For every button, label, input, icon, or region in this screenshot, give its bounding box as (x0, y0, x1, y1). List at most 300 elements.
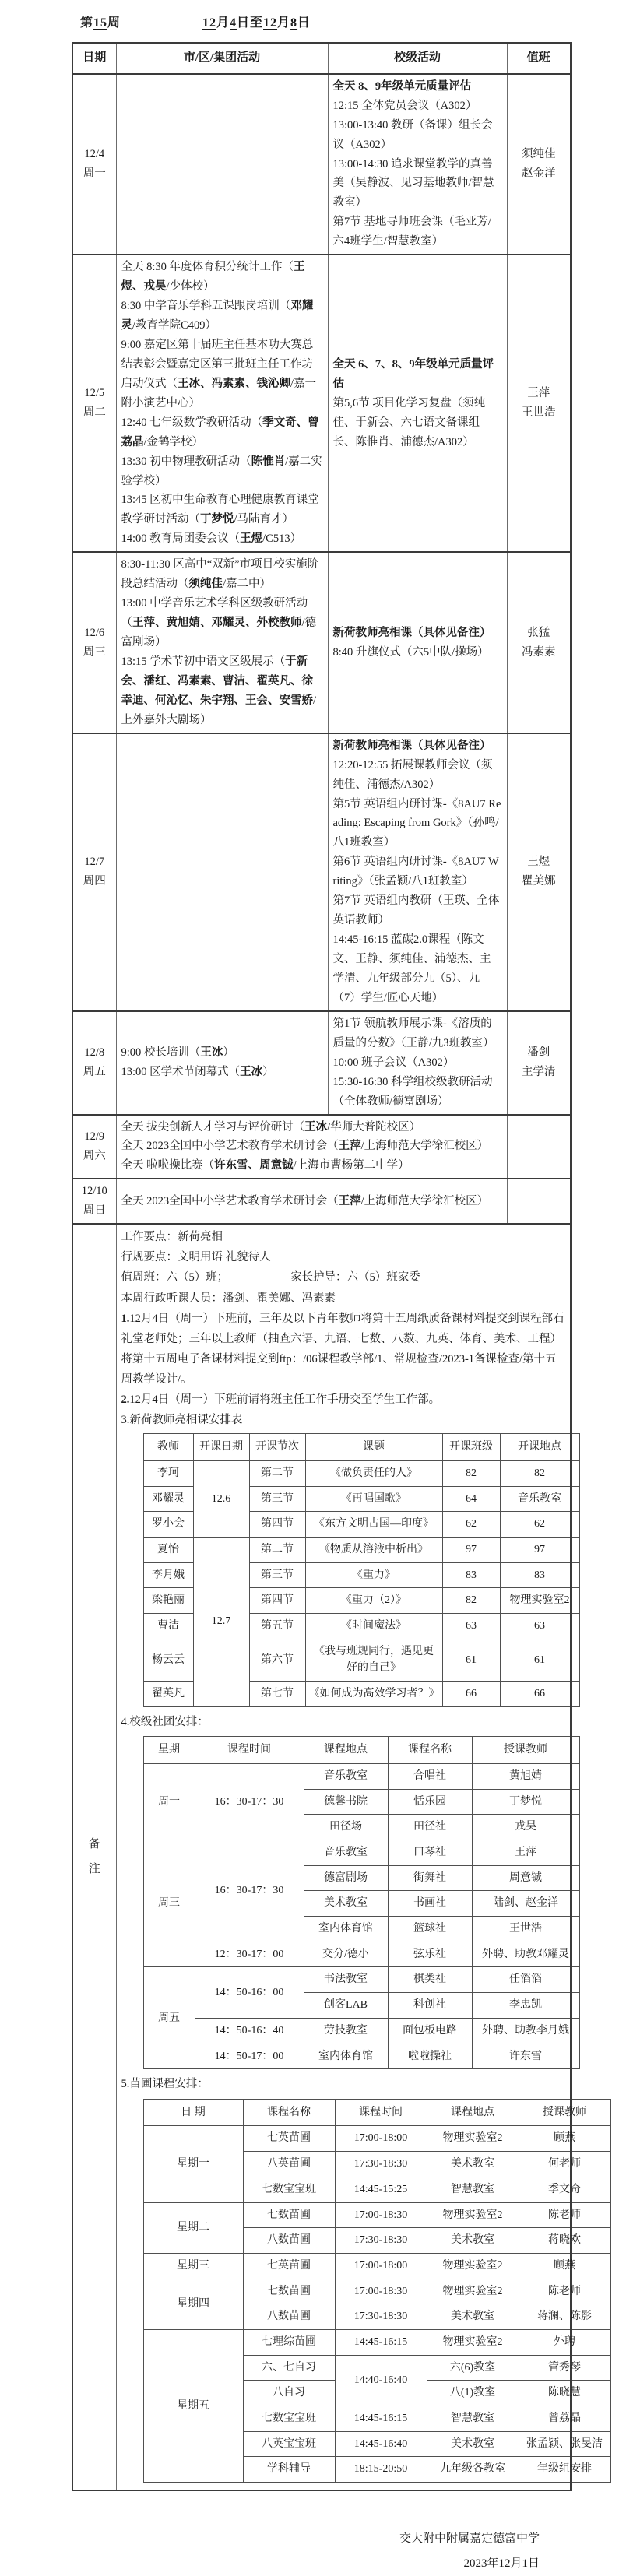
table-cell: 夏怡 (143, 1537, 193, 1562)
table-cell: 室内体育馆 (304, 2044, 388, 2069)
club-header: 课程时间 (195, 1737, 304, 1764)
activity-line: 第1节 领航教师展示课-《溶质的质量的分数》（王静/九3班教室） (332, 1017, 494, 1049)
weekday-value: 周一 (83, 167, 106, 181)
note-line: 工作要点：新荷亮相 (121, 1231, 223, 1244)
table-cell: 创客LAB (304, 1993, 388, 2019)
table-cell: 音乐教室 (500, 1486, 579, 1512)
table-cell: 八英苗圃 (243, 2152, 335, 2177)
table-cell: 音乐教室 (304, 1840, 388, 1866)
lecture-header-row (143, 1434, 579, 1461)
table-cell: 美术教室 (427, 2152, 519, 2177)
activity-line: 13:00-13:40 教研（备课）组长会议（A302） (332, 118, 493, 151)
table-cell: 16：30-17：30 (195, 1840, 304, 1942)
activity-line: 12:40 七年级数学教研活动（季文奇、曾荔晶/金鹤学校） (121, 416, 319, 448)
date-value: 12/4 (84, 148, 105, 161)
table-cell: 八数苗圃 (243, 2228, 335, 2254)
table-cell: 第四节 (249, 1588, 305, 1614)
date-value: 12/7 (84, 856, 105, 869)
table-cell: 智慧教室 (427, 2177, 519, 2202)
table-cell: 张孟颖、张旻洁 (519, 2431, 610, 2457)
header-duty: 值班 (507, 43, 571, 74)
activity-line: 全天 8:30 年度体育积分统计工作（王煜、戎昊/少体校） (121, 261, 305, 293)
table-cell: 物理实验室2 (427, 2253, 519, 2279)
table-cell: 六(6)教室 (427, 2355, 519, 2381)
table-cell: 14:45-16:15 (335, 2329, 427, 2355)
table-cell: 97 (500, 1537, 579, 1562)
schedule-day-row (72, 733, 571, 1011)
date-cell (72, 552, 116, 733)
table-row (143, 1763, 579, 1789)
footer-date: 2023年12月1日 (463, 2557, 540, 2570)
duty-name: 王萍 (527, 387, 550, 400)
activity-line: 12:20-12:55 拓展课教师会议（须纯佳、浦德杰/A302） (332, 758, 493, 791)
table-cell: 学科辅导 (243, 2457, 335, 2483)
table-cell: 九年级各教室 (427, 2457, 519, 2483)
table-row (143, 1460, 579, 1486)
table-row (143, 2018, 579, 2044)
table-cell: 星期一 (143, 2126, 243, 2202)
table-cell: 七数宝宝班 (243, 2406, 335, 2432)
table-cell: 第二节 (249, 1537, 305, 1562)
table-cell: 德馨书院 (304, 1789, 388, 1815)
activity-line: 第6节 英语组内研讨课-《8AU7 Writing》（张孟颖/八1班教室） (332, 856, 499, 888)
table-cell: 陈晓慧 (519, 2381, 610, 2406)
date-range: 12月4日至12月8日 (202, 16, 311, 30)
table-cell: 田径社 (388, 1815, 472, 1840)
school-activities-cell (328, 1011, 507, 1115)
table-cell: 《重力》 (305, 1562, 442, 1588)
club-header: 星期 (143, 1737, 195, 1764)
table-cell: 17:30-18:30 (335, 2152, 427, 2177)
table-cell: 李忠凯 (472, 1993, 579, 2019)
table-cell: 曹洁 (143, 1613, 193, 1639)
table-cell: 第二节 (249, 1460, 305, 1486)
table-row (143, 2126, 610, 2152)
duty-cell (507, 255, 571, 552)
table-cell: 《时间魔法》 (305, 1613, 442, 1639)
lecture-header: 课题 (305, 1434, 442, 1461)
table-cell: 啦啦操社 (388, 2044, 472, 2069)
table-cell: 管秀琴 (519, 2355, 610, 2381)
table-cell: 顾燕 (519, 2253, 610, 2279)
weekday-value: 周日 (83, 1204, 106, 1218)
weekday-value: 周五 (83, 1066, 106, 1079)
weekday-value: 周六 (83, 1149, 106, 1162)
table-cell: 第六节 (249, 1639, 305, 1681)
header-city-activities: 市/区/集团活动 (116, 43, 328, 74)
table-cell: 李月娥 (143, 1562, 193, 1588)
table-cell: 《再唱国歌》 (305, 1486, 442, 1512)
table-cell: 《如何成为高效学习者？》 (305, 1682, 442, 1707)
miaopu-header-row (143, 2099, 610, 2126)
table-cell: 63 (500, 1613, 579, 1639)
weekday-value: 周二 (83, 406, 106, 420)
table-cell: 任滔滔 (472, 1967, 579, 1993)
activity-line: 13:00 区学术节闭幕式（王冰） (121, 1066, 274, 1079)
table-cell: 八英宝宝班 (243, 2431, 335, 2457)
activity-line: 第5节 英语组内研讨课-《8AU7 Reading: Escaping from Gork》（孙鸣/八1班教室） (332, 797, 501, 849)
table-row (143, 1840, 579, 1866)
table-cell: 陆剑、赵金洋 (472, 1891, 579, 1917)
table-cell: 面包板电路 (388, 2018, 472, 2044)
duty-name: 王世浩 (522, 406, 556, 420)
table-cell: 王萍 (472, 1840, 579, 1866)
note-line: 1.12月4日（周一）下班前，三年及以下青年教师将第十五周纸质备课材料提交到课程部石礼堂老师处；三年以上教师（抽查六语、九语、七数、八数、九英、体育、美术、工程）将第十五周电子备课材料提交到ftp：/06课程教学部/1、常规检查/2023-1备课检查/第十五周教学设计/。 (121, 1312, 564, 1386)
miaopu-section-title: 5.苗圃课程安排： (121, 2078, 209, 2091)
table-cell: 14:45-15:25 (335, 2177, 427, 2202)
table-cell: 七数苗圃 (243, 2279, 335, 2304)
duty-cell (507, 733, 571, 1011)
schedule-day-row (72, 552, 571, 733)
school-activities-cell (328, 552, 507, 733)
date-value: 12/9 (84, 1130, 105, 1144)
table-cell: 83 (500, 1562, 579, 1588)
table-row (143, 2329, 610, 2355)
school-activities-cell (328, 733, 507, 1011)
table-cell: 《重力（2）》 (305, 1588, 442, 1614)
schedule-container (72, 42, 603, 2491)
table-cell: 田径场 (304, 1815, 388, 1840)
table-cell: 陈老师 (519, 2202, 610, 2228)
table-cell: 德富剧场 (304, 1865, 388, 1891)
table-cell: 17:00-18:00 (335, 2126, 427, 2152)
activity-line: 新荷教师亮相课（具体见备注） (332, 739, 491, 752)
table-cell: 七数苗圃 (243, 2202, 335, 2228)
table-cell: 年级组安排 (519, 2457, 610, 2483)
table-cell: 82 (500, 1460, 579, 1486)
table-cell: 梁艳丽 (143, 1588, 193, 1614)
date-cell (72, 255, 116, 552)
note-line: 本周行政听课人员：潘剑、瞿美娜、冯素素 (121, 1292, 336, 1305)
date-cell (72, 1011, 116, 1115)
table-cell: 杨云云 (143, 1639, 193, 1681)
weekday-value: 周四 (83, 875, 106, 888)
activity-line: 13:00 中学音乐艺术学科区级教研活动（王萍、黄旭婧、邓耀灵、外校教师/德富剧场） (121, 597, 317, 649)
duty-cell (507, 552, 571, 733)
activity-line: 全天 6、7、8、9年级单元质量评估 (332, 357, 494, 390)
activity-line: 全天 8、9年级单元质量评估 (332, 79, 472, 93)
notes-lines (121, 1227, 566, 1430)
table-cell: 14:45-16:15 (335, 2406, 427, 2432)
activity-line: 全天 2023全国中小学艺术教育学术研讨会（王萍/上海师范大学徐汇校区） (121, 1194, 489, 1207)
week-title: 第15周 (80, 16, 121, 30)
table-cell: 七英苗圃 (243, 2126, 335, 2152)
table-cell: 星期五 (143, 2329, 243, 2482)
table-cell: 八(1)教室 (427, 2381, 519, 2406)
table-cell: 书法教室 (304, 1967, 388, 1993)
lecture-header: 开课地点 (500, 1434, 579, 1461)
duty-name: 潘剑 (527, 1046, 550, 1060)
table-cell: 物理实验室2 (427, 2202, 519, 2228)
table-cell: 八数苗圃 (243, 2304, 335, 2330)
activity-line: 第5,6节 项目化学习复盘（须纯佳、于新会、六七语文备课组长、陈惟肖、浦德杰/A302） (332, 396, 486, 448)
lecture-header: 开课班级 (442, 1434, 500, 1461)
table-cell: 18:15-20:50 (335, 2457, 427, 2483)
activity-line: 14:45-16:15 蓝碳2.0课程（陈文文、王静、须纯佳、浦德杰、主学清、九年级部分九（5）、九（7）学生/匠心天地） (332, 933, 491, 1004)
table-cell: 八自习 (243, 2381, 335, 2406)
miaopu-header: 课程名称 (243, 2099, 335, 2126)
duty-name: 瞿美娜 (522, 875, 556, 888)
activity-line: 全天 啦啦操比赛（许东雪、周意铖/上海市曹杨第二中学） (121, 1159, 410, 1172)
activity-line: 12:15 全体党员会议（A302） (332, 99, 477, 112)
table-cell: 周一 (143, 1763, 195, 1840)
table-cell: 星期三 (143, 2253, 243, 2279)
table-cell: 62 (442, 1512, 500, 1538)
table-cell: 12：30-17：00 (195, 1942, 304, 1967)
table-cell: 83 (442, 1562, 500, 1588)
school-activities-cell (328, 255, 507, 552)
table-cell: 62 (500, 1512, 579, 1538)
activity-line: 9:00 校长培训（王冰） (121, 1046, 234, 1060)
table-row (143, 1537, 579, 1562)
table-cell: 劳技教室 (304, 2018, 388, 2044)
table-cell: 何老师 (519, 2152, 610, 2177)
lecture-header: 开课节次 (249, 1434, 305, 1461)
table-cell: 66 (500, 1682, 579, 1707)
merged-activities-cell (116, 1179, 507, 1224)
table-cell: 陈老师 (519, 2279, 610, 2304)
club-header: 授课教师 (472, 1737, 579, 1764)
activity-line: 全天 2023全国中小学艺术教育学术研讨会（王萍/上海师范大学徐汇校区） (121, 1140, 489, 1153)
table-cell: 罗小会 (143, 1512, 193, 1538)
table-cell: 篮球社 (388, 1917, 472, 1942)
weekday-value: 周三 (83, 645, 106, 659)
schedule-day-row (72, 1115, 571, 1179)
header-school-activities: 校级活动 (328, 43, 507, 74)
table-cell: 14：50-17：00 (195, 2044, 304, 2069)
table-cell: 戎昊 (472, 1815, 579, 1840)
table-row (143, 1942, 579, 1967)
table-cell: 17:30-18:30 (335, 2228, 427, 2254)
miaopu-header: 日 期 (143, 2099, 243, 2126)
table-row (143, 2279, 610, 2304)
table-cell: 口琴社 (388, 1840, 472, 1866)
table-cell: 街舞社 (388, 1865, 472, 1891)
table-cell: 翟英凡 (143, 1682, 193, 1707)
table-cell: 美术教室 (427, 2431, 519, 2457)
table-cell: 17:00-18:30 (335, 2202, 427, 2228)
table-cell: 物理实验室2 (500, 1588, 579, 1614)
miaopu-header: 课程地点 (427, 2099, 519, 2126)
school-activities-cell (328, 74, 507, 255)
date-value: 12/8 (84, 1046, 105, 1060)
table-cell: 63 (442, 1613, 500, 1639)
table-cell: 邓耀灵 (143, 1486, 193, 1512)
table-cell: 曾荔晶 (519, 2406, 610, 2432)
table-cell: 物理实验室2 (427, 2126, 519, 2152)
date-cell (72, 74, 116, 255)
date-cell (72, 1179, 116, 1224)
table-cell: 周五 (143, 1967, 195, 2069)
table-header-row (72, 43, 571, 74)
table-cell: 第三节 (249, 1562, 305, 1588)
new-teacher-lecture-table (143, 1433, 580, 1707)
table-cell: 美术教室 (427, 2228, 519, 2254)
activity-line: 第7节 基地导师班会课（毛亚芳/六4班学生/智慧教室） (332, 216, 491, 248)
table-cell: 智慧教室 (427, 2406, 519, 2432)
table-cell: 第七节 (249, 1682, 305, 1707)
table-cell: 合唱社 (388, 1763, 472, 1789)
table-cell: 蒋澜、陈影 (519, 2304, 610, 2330)
notes-row-label-cell (72, 1224, 116, 2490)
schedule-day-row (72, 255, 571, 552)
table-cell: 美术教室 (427, 2304, 519, 2330)
table-cell: 星期二 (143, 2202, 243, 2253)
club-section-title: 4.校级社团安排： (121, 1715, 209, 1728)
table-cell: 顾燕 (519, 2126, 610, 2152)
club-header-row (143, 1737, 579, 1764)
table-cell: 61 (442, 1639, 500, 1681)
date-value: 12/6 (84, 626, 105, 639)
duty-name: 王煜 (527, 856, 550, 869)
activity-line: 13:30 初中物理教研活动（陈惟肖/嘉二实验学校） (121, 455, 322, 487)
notes-content-cell (116, 1224, 603, 2490)
table-cell: 82 (442, 1460, 500, 1486)
table-cell: 14:40-16:40 (335, 2355, 427, 2406)
table-cell: 李珂 (143, 1460, 193, 1486)
activity-line: 8:30-11:30 区高中“双新”市项目校实施阶段总结活动（须纯佳/嘉二中） (121, 558, 319, 591)
miaopu-header: 授课教师 (519, 2099, 610, 2126)
duty-name: 张猛 (527, 626, 550, 639)
activity-line: 全天 拔尖创新人才学习与评价研讨（王冰/华师大普陀校区） (121, 1120, 421, 1133)
club-header: 课程地点 (304, 1737, 388, 1764)
table-cell: 17:00-18:00 (335, 2253, 427, 2279)
city-activities-cell (116, 255, 328, 552)
table-cell: 音乐教室 (304, 1763, 388, 1789)
table-cell: 16：30-17：30 (195, 1763, 304, 1840)
table-cell: 恬乐园 (388, 1789, 472, 1815)
city-activities-cell (116, 74, 328, 255)
document-footer (0, 2527, 619, 2576)
table-cell: 物理实验室2 (427, 2279, 519, 2304)
table-cell: 《物质从溶液中析出》 (305, 1537, 442, 1562)
date-cell (72, 1115, 116, 1179)
activity-line: 15:30-16:30 科学组校级教研活动（全体教师/德富剧场） (332, 1075, 493, 1108)
table-cell: 七数宝宝班 (243, 2177, 335, 2202)
table-cell: 黄旭婧 (472, 1763, 579, 1789)
table-cell: 外聘、助教李月娥 (472, 2018, 579, 2044)
date-value: 12/5 (84, 387, 105, 400)
city-activities-cell (116, 733, 328, 1011)
table-cell: 第三节 (249, 1486, 305, 1512)
note-line: 值周班：六（5）班； 家长护导：六（5）班家委 (121, 1271, 420, 1284)
table-cell: 许东雪 (472, 2044, 579, 2069)
notes-row (72, 1224, 571, 2490)
main-schedule-table (72, 42, 603, 2491)
table-cell: 12.6 (193, 1460, 249, 1537)
duty-cell (507, 1179, 571, 1224)
table-cell: 《做负责任的人》 (305, 1460, 442, 1486)
merged-activities-cell (116, 1115, 507, 1179)
table-cell: 14:45-16:40 (335, 2431, 427, 2457)
duty-cell (507, 1011, 571, 1115)
schedule-day-row (72, 74, 571, 255)
date-value: 12/10 (81, 1185, 107, 1198)
city-activities-cell (116, 552, 328, 733)
table-cell: 七理综苗圃 (243, 2329, 335, 2355)
table-cell: 17:00-18:30 (335, 2279, 427, 2304)
activity-line: 14:00 教育局团委会议（王煜/C513） (121, 532, 302, 546)
table-cell: 12.7 (193, 1537, 249, 1706)
activity-line: 第7节 英语组内教研（王瑛、全体英语教师） (332, 894, 500, 927)
header-date: 日期 (72, 43, 116, 74)
table-cell: 外聘、助教邓耀灵 (472, 1942, 579, 1967)
table-cell: 第四节 (249, 1512, 305, 1538)
note-line: 3.新荷教师亮相课安排表 (121, 1414, 243, 1427)
table-cell: 64 (442, 1486, 500, 1512)
table-cell: 82 (442, 1588, 500, 1614)
activity-line: 8:40 升旗仪式（六5中队/操场） (332, 645, 489, 659)
table-cell: 97 (442, 1537, 500, 1562)
table-cell: 周意铖 (472, 1865, 579, 1891)
club-header: 课程名称 (388, 1737, 472, 1764)
duty-cell (507, 1115, 571, 1179)
footer-school-name: 交大附中附属嘉定德富中学 (399, 2532, 540, 2546)
schedule-day-row (72, 1179, 571, 1224)
table-cell: 弦乐社 (388, 1942, 472, 1967)
school-club-table (143, 1736, 580, 2069)
table-cell: 科创社 (388, 1993, 472, 2019)
miaopu-course-table (143, 2099, 611, 2483)
duty-name: 主学清 (522, 1066, 556, 1079)
table-cell: 丁梦悦 (472, 1789, 579, 1815)
table-cell: 王世浩 (472, 1917, 579, 1942)
table-cell: 棋类社 (388, 1967, 472, 1993)
table-cell: 蒋晓欢 (519, 2228, 610, 2254)
table-cell: 季文奇 (519, 2177, 610, 2202)
document-header (0, 8, 619, 42)
note-line: 行规要点：文明用语 礼貌待人 (121, 1251, 271, 1264)
date-cell (72, 733, 116, 1011)
activity-line: 10:00 班子会议（A302） (332, 1056, 455, 1069)
city-activities-cell (116, 1011, 328, 1115)
activity-line: 9:00 嘉定区第十届班主任基本功大赛总结表彰会暨嘉定区第三批班主任工作坊启动仪式（王冰、冯素素、钱沁卿/嘉一附小演艺中心） (121, 338, 317, 409)
lecture-header: 教师 (143, 1434, 193, 1461)
table-row (143, 2202, 610, 2228)
table-cell: 61 (500, 1639, 579, 1681)
table-cell: 《东方文明古国—印度》 (305, 1512, 442, 1538)
table-cell: 交分/德小 (304, 1942, 388, 1967)
miaopu-header: 课程时间 (335, 2099, 427, 2126)
table-cell: 物理实验室2 (427, 2329, 519, 2355)
table-cell: 室内体育馆 (304, 1917, 388, 1942)
duty-name: 须纯佳 (522, 148, 556, 161)
table-cell: 第五节 (249, 1613, 305, 1639)
duty-cell (507, 74, 571, 255)
table-cell: 七英苗圃 (243, 2253, 335, 2279)
activity-line: 13:00-14:30 追求课堂教学的真善美（吴静波、见习基地教师/智慧教室） (332, 157, 494, 209)
table-cell: 14：50-16：40 (195, 2018, 304, 2044)
table-cell: 书画社 (388, 1891, 472, 1917)
lecture-header: 开课日期 (193, 1434, 249, 1461)
note-line: 2.12月4日（周一）下班前请将班主任工作手册交至学生工作部。 (121, 1393, 441, 1406)
table-row (143, 1967, 579, 1993)
duty-name: 冯素素 (522, 645, 556, 659)
activity-line: 13:15 学术节初中语文区级展示（于新会、潘红、冯素素、曹洁、翟英凡、徐幸迪、何沁忆、朱宇翔、王会、安雪娇/上外嘉外大剧场） (121, 655, 317, 726)
notes-label: 备注 (88, 1838, 100, 1875)
table-cell: 外聘 (519, 2329, 610, 2355)
activity-line: 8:30 中学音乐学科五课跟岗培训（邓耀灵/教育学院C409） (121, 300, 314, 332)
table-cell: 六、七自习 (243, 2355, 335, 2381)
schedule-day-row (72, 1011, 571, 1115)
table-cell: 17:30-18:30 (335, 2304, 427, 2330)
table-cell: 14：50-16：00 (195, 1967, 304, 2018)
table-cell: 星期四 (143, 2279, 243, 2329)
table-cell: 美术教室 (304, 1891, 388, 1917)
duty-name: 赵金洋 (522, 167, 556, 181)
activity-line: 新荷教师亮相课（具体见备注） (332, 626, 491, 639)
table-cell: 66 (442, 1682, 500, 1707)
